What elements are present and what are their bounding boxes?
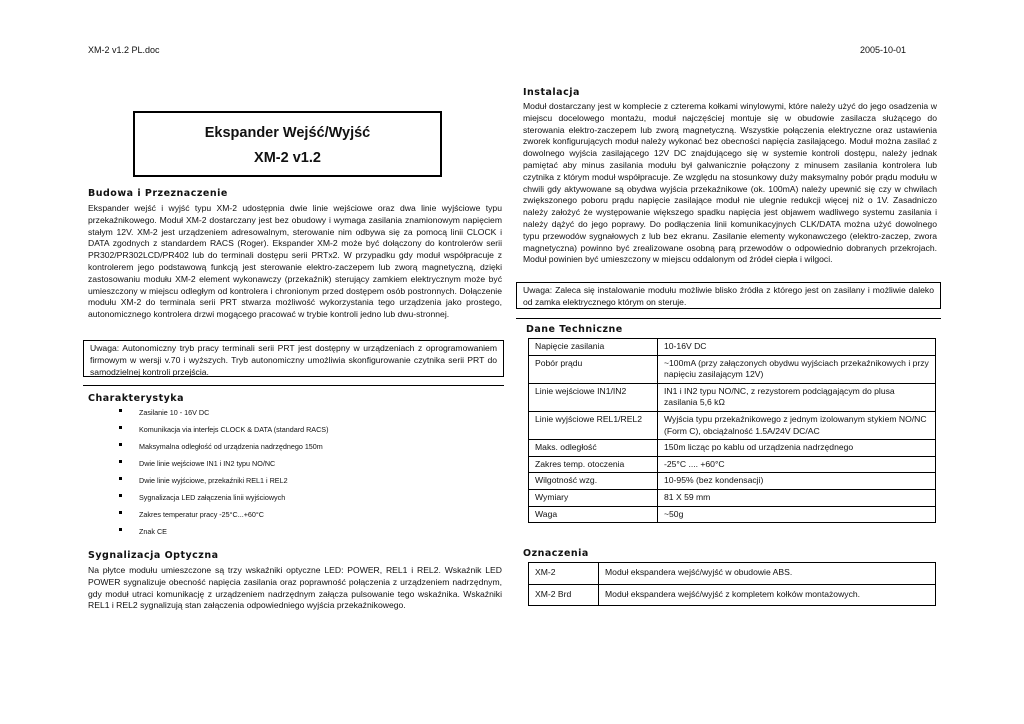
feature-list xyxy=(95,408,495,544)
bullet-icon xyxy=(119,528,122,531)
section-heading-sygnalizacja: Sygnalizacja Optyczna xyxy=(88,550,219,561)
table-row xyxy=(529,584,936,606)
section-heading-instalacja: Instalacja xyxy=(523,87,580,98)
budowa-paragraph: Ekspander wejść i wyjść typu XM-2 udostępnia dwie linie wejściowe oraz dwa linie wyjściowe typu przekaźnikowego. Moduł XM-2 dostarczany jest bez obudowy i wymaga zasilania znamionowym napięciem stałym 12V. XM-2 jest urządzeniem adresowalnym, sterowanie nim odbywa się za pomocą linii CLOCK i DATA zgodnych z standardem RACS (Roger). Ekspander XM-2 może być dołączony do kontrolerów serii PR302/PR302LCD/PR402 lub do terminali dostępu serii PRTx2. W przypadku gdy moduł współpracuje z kontrolerem jego podstawową funkcją jest sterowanie elektro-zaczepem lub zworą magnetyczną, dzięki zastosowaniu modułu XM-2 element wykonawczy (przekaźnik) sterujący zamkiem elektrycznym może być umieszczony w miejscu odległym od kontrolera i chronionym przed dostępem osób postronnych. Dołączenie modułu XM-2 do terminala serii PRT stwarza możliwość wykorzystania tego urządzenia jako prostego, autonomicznego kontrolera drzwi mogącego pracować w trybie kontroli jedno lub dwu-stronnej. xyxy=(88,203,502,320)
document-title: Ekspander Wejść/Wyjść xyxy=(204,125,371,141)
param-value: 81 X 59 mm xyxy=(658,489,936,506)
param-label: Wilgotność wzg. xyxy=(529,473,658,490)
section-heading-dane: Dane Techniczne xyxy=(526,324,623,335)
table-row xyxy=(529,506,936,523)
table-row xyxy=(529,489,936,506)
feature-item: Sygnalizacja LED załączenia linii wyjściowych xyxy=(95,493,495,510)
note-installation: Uwaga: Zaleca się instalowanie modułu możliwie blisko źródła z którego jest on zasilany i możliwie daleko od zamka elektrycznego którym on steruje. xyxy=(516,282,941,309)
table-row xyxy=(529,411,936,439)
feature-item: Dwie linie wejściowe IN1 i IN2 typu NO/NC xyxy=(95,459,495,476)
product-code: XM-2 Brd xyxy=(529,584,599,606)
bullet-icon xyxy=(119,460,122,463)
document-date: 2005-10-01 xyxy=(860,45,907,55)
table-row xyxy=(529,563,936,585)
param-label: Pobór prądu xyxy=(529,355,658,383)
section-divider xyxy=(516,318,941,319)
title-box xyxy=(133,111,442,177)
feature-item: Zakres temperatur pracy -25°C...+60°C xyxy=(95,510,495,527)
note-autonomous-mode: Uwaga: Autonomiczny tryb pracy terminali serii PRT jest dostępny w urządzeniach z oprogramowaniem firmowym w wersji v.70 i wyższych. Tryb autonomiczny umożliwia skonfigurowanie czytnika serii PRT do samodzielnej kontroli przejścia. xyxy=(83,340,504,377)
section-heading-oznaczenia: Oznaczenia xyxy=(523,548,589,559)
technical-data-table xyxy=(528,338,936,523)
feature-item: Znak CE xyxy=(95,527,495,544)
designations-table xyxy=(528,562,936,606)
param-value: -25°C .... +60°C xyxy=(658,456,936,473)
param-value: 10-16V DC xyxy=(658,339,936,356)
param-label: Maks. odległość xyxy=(529,440,658,457)
instalacja-paragraph: Moduł dostarczany jest w komplecie z czterema kołkami winylowymi, które należy użyć do jego osadzenia w miejscu docelowego montażu, moduł najczęściej montuje się w obudowie zasilacza służącego do sterowania elektro-zaczepem lub zworą magnetyczną. Wszystkie połączenia elektryczne oraz ustawienia zworek konfigurujących moduł należy wykonać bez obecności napięcia zasilającego. Moduł można zasilać z dowolnego wyjścia zasilającego 12V DC znajdującego się w systemie kontroli dostępu, należy jednak pamiętać aby minus zasilania modułu był galwanicznie połączony z minusem zasilania kontrolera lub czytnika z którym moduł współpracuje. Ze względu na stosunkowy duży maksymalny pobór prądu modułu w chwili gdy aktywowane są obydwa wyjścia przekaźnikowe (ok. 100mA) należy upewnić się czy w chwilach zwiększonego poboru prądu napięcie zasilające moduł nie ulegnie redukcji więcej niż o 1V. Zasadniczo należy założyć że występowanie większego spadku napięcia jest objawem wadliwego systemu zasilania i należy dążyć do jego poprawy. Do podłączenia linii komunikacyjnych CLK/DATA można użyć dowolnego typu przewodów sygnałowych z lub bez ekranu. Zasilanie elementy wykonawczego (elektro-zaczep, zwora magnetyczna) powinno być zrealizowane osobną parą przewodów o odpowiednio dobranych przekrojach. Moduł powinien być umieszczony w miejscu oddalonym od źródeł ciepła i wilgoci. xyxy=(523,101,937,265)
bullet-icon xyxy=(119,494,122,497)
bullet-icon xyxy=(119,443,122,446)
param-value: IN1 i IN2 typu NO/NC, z rezystorem podciągającym do plusa zasilania 5,6 kΩ xyxy=(658,383,936,411)
table-row xyxy=(529,355,936,383)
param-label: Zakres temp. otoczenia xyxy=(529,456,658,473)
table-row xyxy=(529,440,936,457)
feature-item: Zasilanie 10 - 16V DC xyxy=(95,408,495,425)
param-label: Napięcie zasilania xyxy=(529,339,658,356)
product-code: XM-2 xyxy=(529,563,599,585)
feature-item: Dwie linie wyjściowe, przekaźniki REL1 i REL2 xyxy=(95,476,495,493)
table-row xyxy=(529,473,936,490)
bullet-icon xyxy=(119,511,122,514)
table-row xyxy=(529,339,936,356)
feature-item: Maksymalna odległość od urządzenia nadrzędnego 150m xyxy=(95,442,495,459)
param-label: Wymiary xyxy=(529,489,658,506)
param-value: 150m licząc po kablu od urządzenia nadrzędnego xyxy=(658,440,936,457)
param-label: Linie wejściowe IN1/IN2 xyxy=(529,383,658,411)
product-description: Moduł ekspandera wejść/wyjść w obudowie ABS. xyxy=(599,563,936,585)
feature-item: Komunikacja via interfejs CLOCK & DATA (standard RACS) xyxy=(95,425,495,442)
param-value: Wyjścia typu przekaźnikowego z jednym izolowanym stykiem NO/NC (Form C), obciążalność 1.5A/24V DC/AC xyxy=(658,411,936,439)
bullet-icon xyxy=(119,409,122,412)
document-model: XM-2 v1.2 xyxy=(254,150,321,166)
sygnalizacja-paragraph: Na płytce modułu umieszczone są trzy wskaźniki optyczne LED: POWER, REL1 i REL2. Wskaźnik LED POWER sygnalizuje obecność napięcia zasilania oraz poprawność połączenia z urządzeniem nadrzędnym, gdy moduł utraci komunikację z urządzeniem nadrzędnym załącza pulsowanie tego wskaźnika. Wskaźniki REL1 i REL2 sygnalizują stan załączenia odpowiedniego wyjścia przekaźnikowego. xyxy=(88,565,502,611)
param-value: ~50g xyxy=(658,506,936,523)
document-filename: XM-2 v1.2 PL.doc xyxy=(88,45,160,55)
section-heading-charakterystyka: Charakterystyka xyxy=(88,393,185,404)
table-row xyxy=(529,383,936,411)
param-value: ~100mA (przy załączonych obydwu wyjściach przekaźnikowych i przy napięciu zasilającym 12V) xyxy=(658,355,936,383)
bullet-icon xyxy=(119,477,122,480)
section-divider xyxy=(83,385,504,386)
param-value: 10-95% (bez kondensacji) xyxy=(658,473,936,490)
section-heading-budowa: Budowa i Przeznaczenie xyxy=(88,188,228,199)
param-label: Waga xyxy=(529,506,658,523)
table-row xyxy=(529,456,936,473)
param-label: Linie wyjściowe REL1/REL2 xyxy=(529,411,658,439)
bullet-icon xyxy=(119,426,122,429)
product-description: Moduł ekspandera wejść/wyjść z kompletem kołków montażowych. xyxy=(599,584,936,606)
